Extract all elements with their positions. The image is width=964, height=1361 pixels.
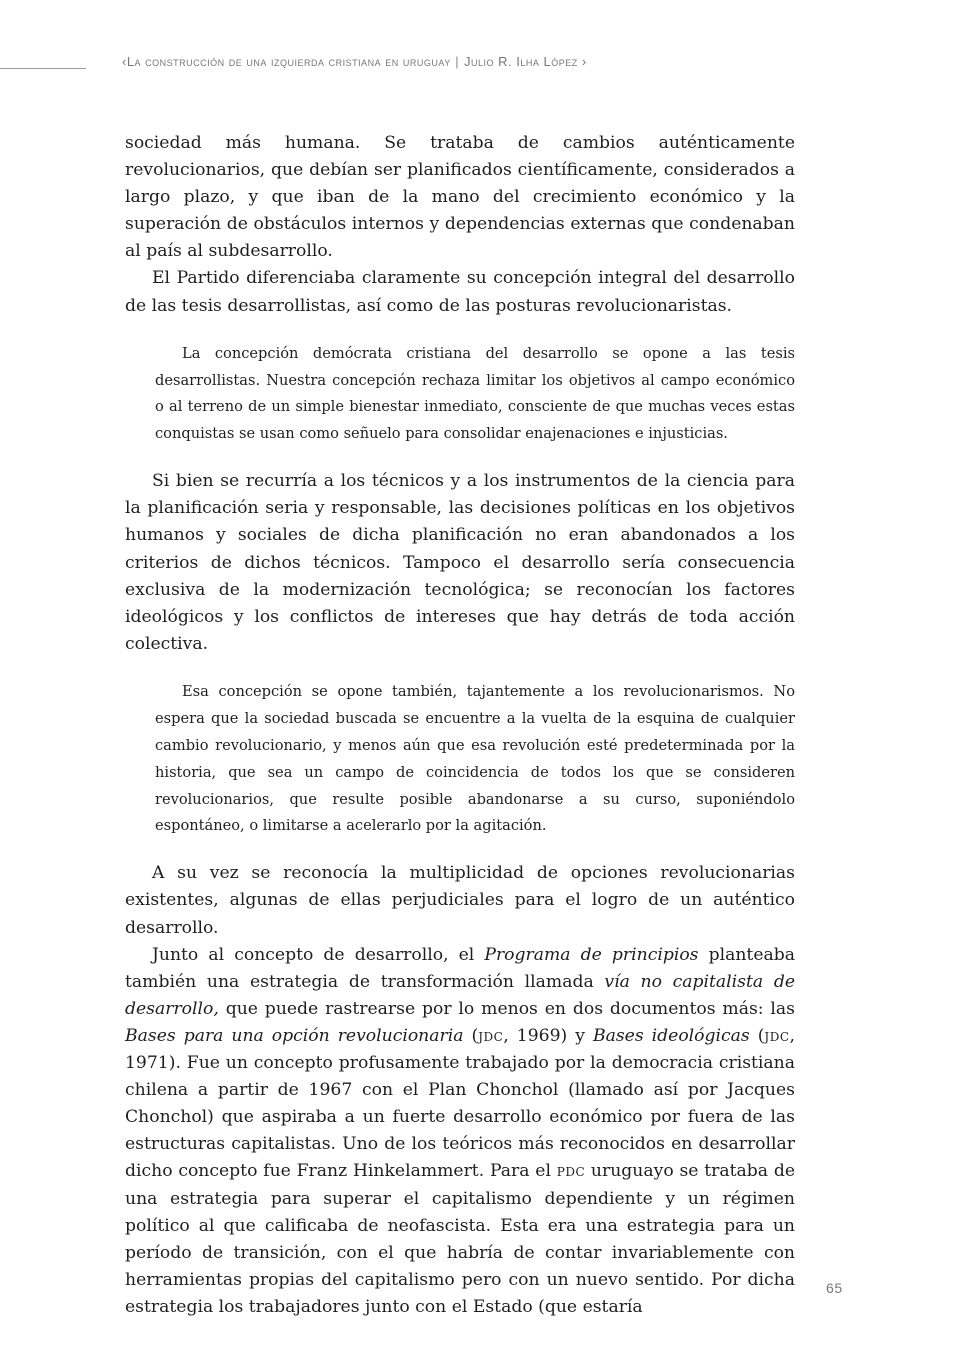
block-quote-2 <box>125 679 795 840</box>
page-number: 65 <box>826 1280 843 1296</box>
body-text <box>125 130 795 1321</box>
p5-title-programa: Programa de principios <box>484 944 699 965</box>
header-rule <box>0 68 86 69</box>
p5-text-1: Junto al concepto de desarrollo, el <box>152 944 485 965</box>
p5-text-8: uruguayo se trataba de una estrategia para superar el capitalismo dependiente y un régimen político al que calificaba de neofascista. Esta era una estrategia para un período de transición, con el que habría de contar invariablemente con herramientas propias del capitalismo pero con un nuevo sentido. Por dicha estrategia los trabajadores junto con el Estado (que estaría <box>125 1161 795 1317</box>
p5-text-7: , 1971). Fue un concepto profusamente trabajado por la democracia cristiana chilena a partir de 1967 con el Plan Chonchol (llamado así por Jacques Chonchol) que aspiraba a un fuerte desarrollo económico por fuera de las estructuras capitalistas. Uno de los teóricos más reconocidos en desarrollar dicho concepto fue Franz Hinkelammert. Para el <box>125 1025 796 1182</box>
p5-term-via: vía no capitalista de desarrollo, <box>125 971 795 1019</box>
paragraph-3: Si bien se recurría a los técnicos y a los instrumentos de la ciencia para la planificación seria y responsable, las decisiones políticas en los objetivos humanos y sociales de dicha planificación no eran abandonados a los criterios de dichos técnicos. Tampoco el desarrollo sería consecuencia exclusiva de la modernización tecnológica; se reconocían los factores ideológicos y los conflictos de intereses que hay detrás de toda acción colectiva. <box>125 471 795 654</box>
p5-abbr-pdc: pdc <box>556 1161 586 1182</box>
p5-title-bases-opcion: Bases para una opción revolucionaria <box>125 1025 464 1046</box>
running-head <box>122 54 822 69</box>
block-quote-2-text: Esa concepción se opone también, tajantemente a los revolucionarismos. No espera que la sociedad buscada se encuentre a la vuelta de la esquina de cualquier cambio revolucionario, y menos aún que esa revolución esté predeterminada por la historia, que sea un campo de coincidencia de todos los que se consideren revolucionarios, que resulte posible abandonarse a su curso, suponiéndolo espontáneo, o limitarse a acelerarlo por la agitación. <box>155 682 795 835</box>
paragraph-1: sociedad más humana. Se trataba de cambios auténticamente revolucionarios, que debían ser planificados científicamente, considerados a largo plazo, y que iban de la mano del crecimiento económico y la superación de obstáculos internos y dependencias externas que condenaban al país al subdesarrollo. <box>125 133 795 262</box>
block-quote-1-text: La concepción demócrata cristiana del desarrollo se opone a las tesis desarrollistas. Nuestra concepción rechaza limitar los objetivos al campo económico o al terreno de un simple bienestar inmediato, consciente de que muchas veces estas conquistas se usan como señuelo para consolidar enajenaciones e injusticias. <box>155 344 795 443</box>
block-quote-1 <box>125 341 795 449</box>
p5-text-6: ( <box>749 1025 765 1046</box>
running-title-left: ‹La construcción de una izquierda cristiana en uruguay <box>122 54 451 69</box>
p5-abbr-jdc-2: jdc <box>764 1025 790 1046</box>
p5-text-5: , 1969) y <box>503 1025 593 1046</box>
p5-title-bases-ideologicas: Bases ideológicas <box>592 1025 750 1046</box>
running-head-separator: | <box>455 54 460 69</box>
p5-text-2: planteaba también una estrategia de transformación llamada <box>125 944 795 992</box>
paragraph-2: El Partido diferenciaba claramente su concepción integral del desarrollo de las tesis desarrollistas, así como de las posturas revolucionaristas. <box>125 268 795 316</box>
paragraph-5 <box>125 942 795 1321</box>
p5-abbr-jdc-1: jdc <box>478 1025 504 1046</box>
p5-text-3: que puede rastrearse por lo menos en dos documentos más: las <box>218 998 795 1019</box>
p5-text-4: ( <box>463 1025 479 1046</box>
running-title-right: Julio R. Ilha López › <box>464 54 587 69</box>
paragraph-4: A su vez se reconocía la multiplicidad de opciones revolucionarias existentes, algunas de ellas perjudiciales para el logro de un auténtico desarrollo. <box>125 863 795 938</box>
